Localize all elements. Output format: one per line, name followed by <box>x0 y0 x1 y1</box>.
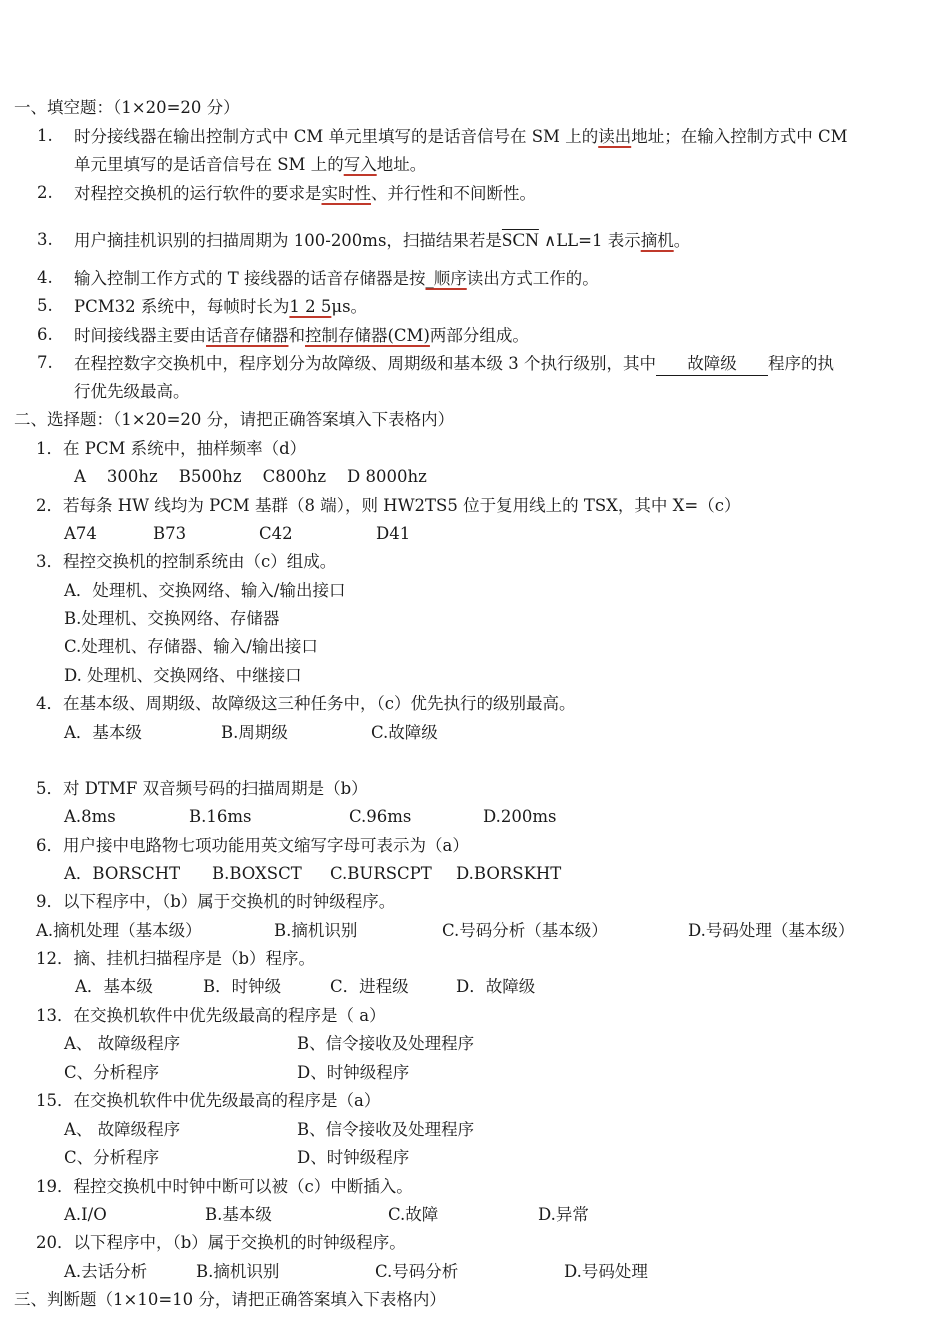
option-a: A．BORSCHT <box>64 864 181 883</box>
section-3-heading: 三、判断题（1×10=10 分，请把正确答案填入下表格内） <box>14 1290 446 1309</box>
answer-underlined: 话音存储器 <box>206 326 289 345</box>
question-text: μs。 <box>331 297 368 316</box>
option-b: B.周期级 <box>221 723 288 742</box>
question-text: 单元里填写的是话音信号在 SM 上的 <box>74 155 344 174</box>
option-c: C.故障级 <box>371 723 438 742</box>
question-number: 5. <box>37 296 53 315</box>
option-a: A、 故障级程序 <box>64 1034 181 1053</box>
option-c: C42 <box>259 524 293 543</box>
option-c: C.故障 <box>388 1205 439 1224</box>
option-c: C.处理机、存储器、输入/输出接口 <box>64 637 318 656</box>
question-text: 时间接线器主要由 <box>74 326 206 345</box>
question-text: 程序的执 <box>768 354 834 373</box>
question-text: 4．在基本级、周期级、故障级这三种任务中，（c）优先执行的级别最高。 <box>36 694 576 713</box>
answer-underlined: 控制存储器(CM) <box>305 326 430 345</box>
option-a: A．基本级 <box>64 723 142 742</box>
option-b: B.16ms <box>189 807 252 826</box>
option-d: D. 处理机、交换网络、中继接口 <box>64 666 302 685</box>
option-d: D、时钟级程序 <box>297 1148 410 1167</box>
answer-underlined: 实时性 <box>321 184 371 203</box>
option-b: B.摘机识别 <box>196 1262 280 1281</box>
question-text: 对程控交换机的运行软件的要求是 <box>74 184 322 203</box>
option-a: A．基本级 <box>75 977 153 996</box>
option-c: C.号码分析 <box>375 1262 459 1281</box>
question-number: 3. <box>37 230 53 249</box>
question-text: 时分接线器在输出控制方式中 CM 单元里填写的是话音信号在 SM 上的 <box>74 127 599 146</box>
question-number: 7. <box>37 353 53 372</box>
option-d: D、时钟级程序 <box>297 1063 410 1082</box>
question-text: 12．摘、挂机扫描程序是（b）程序。 <box>36 949 316 968</box>
question-number: 4. <box>37 268 53 287</box>
option-c: C.号码分析（基本级） <box>442 921 608 940</box>
option-b: B.摘机识别 <box>274 921 358 940</box>
question-text: 6．用户接中电路物七项功能用英文缩写字母可表示为（a） <box>36 836 469 855</box>
question-text: 13．在交换机软件中优先级最高的程序是（ a） <box>36 1006 386 1025</box>
question-text: 地址。 <box>376 155 427 174</box>
question-text: ∧LL=1 表示 <box>544 231 641 250</box>
option-a: A.I/O <box>64 1205 107 1224</box>
question-text: 1．在 PCM 系统中，抽样频率（d） <box>36 439 307 458</box>
question-text: PCM32 系统中，每帧时长为 <box>74 297 290 316</box>
option-c: C.96ms <box>349 807 412 826</box>
question-text: 3．程控交换机的控制系统由（c）组成。 <box>36 552 337 571</box>
question-text: 20．以下程序中，（b）属于交换机的时钟级程序。 <box>36 1233 406 1252</box>
question-text: 。 <box>673 231 691 250</box>
question-text: 在程控数字交换机中，程序划分为故障级、周期级和基本级 3 个执行级别，其中 <box>74 354 656 373</box>
answer-underlined: 写入 <box>343 155 377 174</box>
question-text: 19．程控交换机中时钟中断可以被（c）中断插入。 <box>36 1177 413 1196</box>
option-d: D.BORSKHT <box>456 864 562 883</box>
section-1-heading: 一、填空题：（1×20=20 分） <box>14 98 240 117</box>
answer-underlined: 摘机 <box>640 231 674 250</box>
question-text: 用户摘挂机识别的扫描周期为 100-200ms，扫描结果若是 <box>74 231 502 250</box>
question-text: 两部分组成。 <box>429 326 529 345</box>
question-text: 2．若每条 HW 线均为 PCM 基群（8 端），则 HW2TS5 位于复用线上的 TSX，其中 X=（c） <box>36 496 741 515</box>
option-a: A、 故障级程序 <box>64 1120 181 1139</box>
option-c: C、分析程序 <box>64 1063 160 1082</box>
option-d: D.号码处理 <box>564 1262 648 1281</box>
option-a: A.去话分析 <box>64 1262 148 1281</box>
option-a: A74 <box>64 524 97 543</box>
question-text: 9．以下程序中，（b）属于交换机的时钟级程序。 <box>36 892 396 911</box>
option-c: C、分析程序 <box>64 1148 160 1167</box>
option-b: B、信令接收及处理程序 <box>297 1034 475 1053</box>
question-text: 15．在交换机软件中优先级最高的程序是（a） <box>36 1091 381 1110</box>
option-d: D.异常 <box>538 1205 589 1224</box>
option-b: B.处理机、交换网络、存储器 <box>64 609 280 628</box>
option-b: B．时钟级 <box>203 977 282 996</box>
question-number: 2. <box>37 183 53 202</box>
option-c: C．进程级 <box>330 977 409 996</box>
option-a: A.8ms <box>64 807 116 826</box>
option-d: D．故障级 <box>456 977 536 996</box>
option-b: B、信令接收及处理程序 <box>297 1120 475 1139</box>
option-a: A.摘机处理（基本级） <box>36 921 202 940</box>
answer-blank: 故障级 <box>656 353 768 376</box>
question-number: 6. <box>37 325 53 344</box>
option-b: B.BOXSCT <box>212 864 302 883</box>
question-text: 读出方式工作的。 <box>466 269 599 288</box>
question-text: 和 <box>288 326 305 345</box>
question-text: 、并行性和不间断性。 <box>371 184 536 203</box>
option-d: D.号码处理（基本级） <box>688 921 855 940</box>
section-2-heading: 二、选择题：（1×20=20 分，请把正确答案填入下表格内） <box>14 410 455 429</box>
option-line: A 300hz B500hz C800hz D 8000hz <box>74 467 427 486</box>
scn-overline-symbol: $\overline{SCN}$ <box>501 230 539 251</box>
question-text: 行优先级最高。 <box>74 382 190 401</box>
option-a: A．处理机、交换网络、输入/输出接口 <box>64 581 346 600</box>
answer-underlined: 读出 <box>598 127 632 146</box>
option-b: B73 <box>153 524 187 543</box>
answer-underlined: 1 2 5 <box>289 297 332 316</box>
option-c: C.BURSCPT <box>330 864 432 883</box>
option-d: D41 <box>376 524 411 543</box>
option-b: B.基本级 <box>205 1205 272 1224</box>
answer-underlined: _顺序 <box>425 269 467 288</box>
question-number: 1. <box>37 126 53 145</box>
question-text: 输入控制工作方式的 T 接线器的话音存储器是按 <box>74 269 426 288</box>
question-text: 地址；在输入控制方式中 CM <box>631 127 848 146</box>
option-d: D.200ms <box>483 807 557 826</box>
question-text: 5．对 DTMF 双音频号码的扫描周期是（b） <box>36 779 368 798</box>
